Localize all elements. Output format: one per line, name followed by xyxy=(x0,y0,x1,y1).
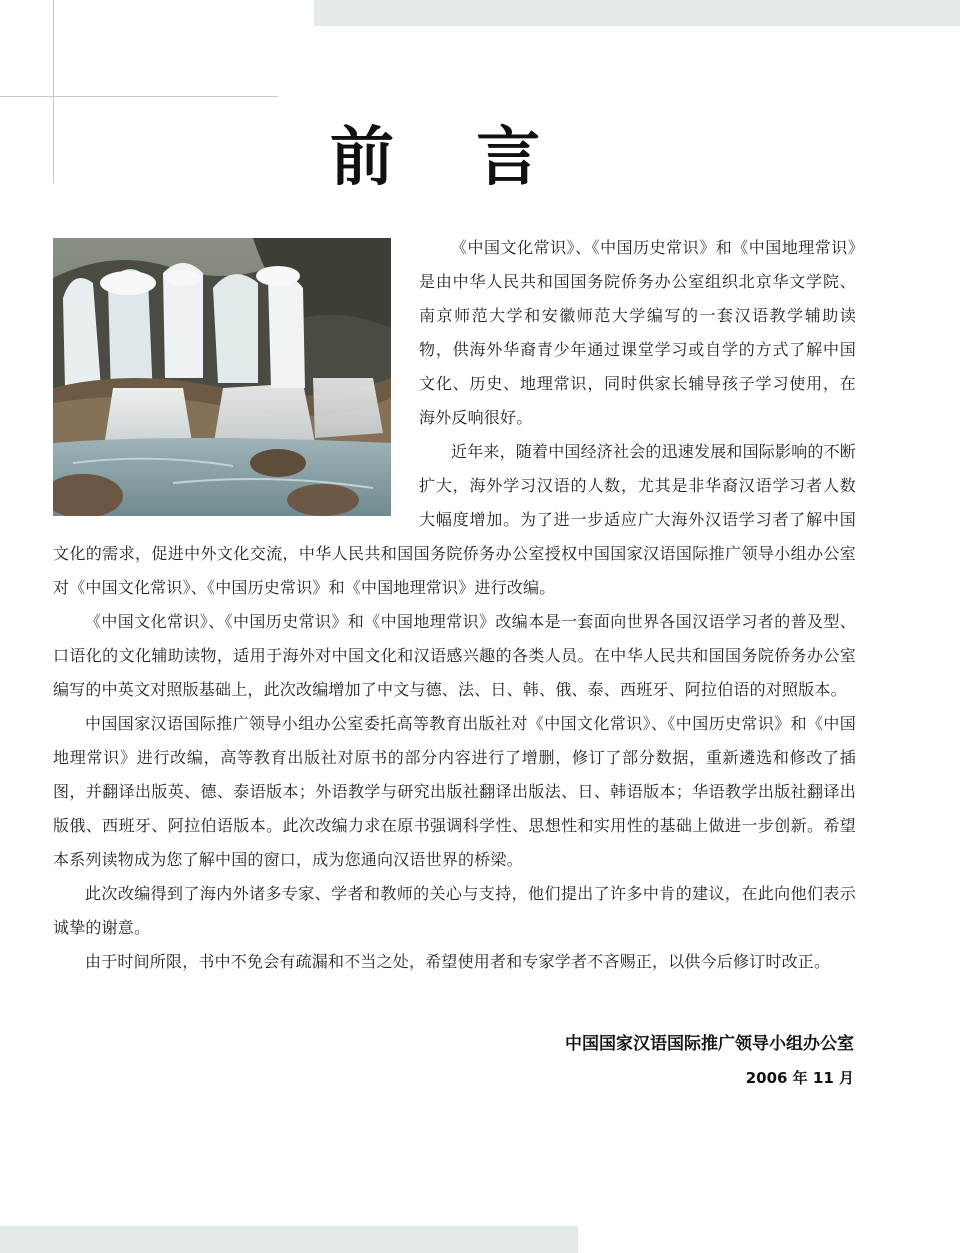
page-title: 前 言 xyxy=(330,120,571,195)
paragraph-3: 《中国文化常识》、《中国历史常识》和《中国地理常识》改编本是一套面向世界各国汉语学习者的普及型、口语化的文化辅助读物，适用于海外对中国文化和汉语感兴趣的各类人员。在中华人民共和国国务院侨务办公室编写的中英文对照版基础上，此次改编增加了中文与德、法、日、韩、俄、泰、西班牙、阿拉伯语的对照版本。 xyxy=(53,612,856,699)
signature-date: 2006 年 11 月 xyxy=(745,1069,854,1087)
signature-block xyxy=(565,1027,854,1095)
corner-rule-vertical xyxy=(53,0,54,183)
photo-space xyxy=(53,231,391,511)
paragraph-4: 中国国家汉语国际推广领导小组办公室委托高等教育出版社对《中国文化常识》、《中国历史常识》和《中国地理常识》进行改编，高等教育出版社对原书的部分内容进行了增删，修订了部分数据，重新遴选和修改了插图，并翻译出版英、德、泰语版本；外语教学与研究出版社翻译出版法、日、韩语版本；华语教学出版社翻译出版俄、西班牙、阿拉伯语版本。此次改编力求在原书强调科学性、思想性和实用性的基础上做进一步创新。希望本系列读物成为您了解中国的窗口，成为您通向汉语世界的桥梁。 xyxy=(53,714,856,869)
paragraph-6: 由于时间所限，书中不免会有疏漏和不当之处，希望使用者和专家学者不吝赐正，以供今后修订时改正。 xyxy=(85,952,831,971)
bottom-color-band xyxy=(0,1226,578,1253)
top-color-band xyxy=(314,0,960,26)
paragraph-5: 此次改编得到了海内外诸多专家、学者和教师的关心与支持，他们提出了许多中肯的建议，在此向他们表示诚挚的谢意。 xyxy=(53,884,856,937)
paragraph-2: 近年来，随着中国经济社会的迅速发展和国际影响的不断扩大，海外学习汉语的人数，尤其是非华裔汉语学习者人数大幅度增加。为了进一步适应广大海外汉语学习者了解中国文化的需求，促进中外文化交流，中华人民共和国国务院侨务办公室授权中国国家汉语国际推广领导小组办公室对《中国文化常识》、《中国历史常识》和《中国地理常识》进行改编。 xyxy=(53,442,857,597)
paragraph-1: 《中国文化常识》、《中国历史常识》和《中国地理常识》是由中华人民共和国国务院侨务办公室组织北京华文学院、南京师范大学和安徽师范大学编写的一套汉语教学辅助读物，供海外华裔青少年通过课堂学习或自学的方式了解中国文化、历史、地理常识，同时供家长辅导孩子学习使用，在海外反响很好。 xyxy=(419,238,856,427)
signature-organization: 中国国家汉语国际推广领导小组办公室 xyxy=(565,1034,854,1054)
preface-body xyxy=(53,231,856,979)
corner-rule-horizontal xyxy=(0,96,278,97)
